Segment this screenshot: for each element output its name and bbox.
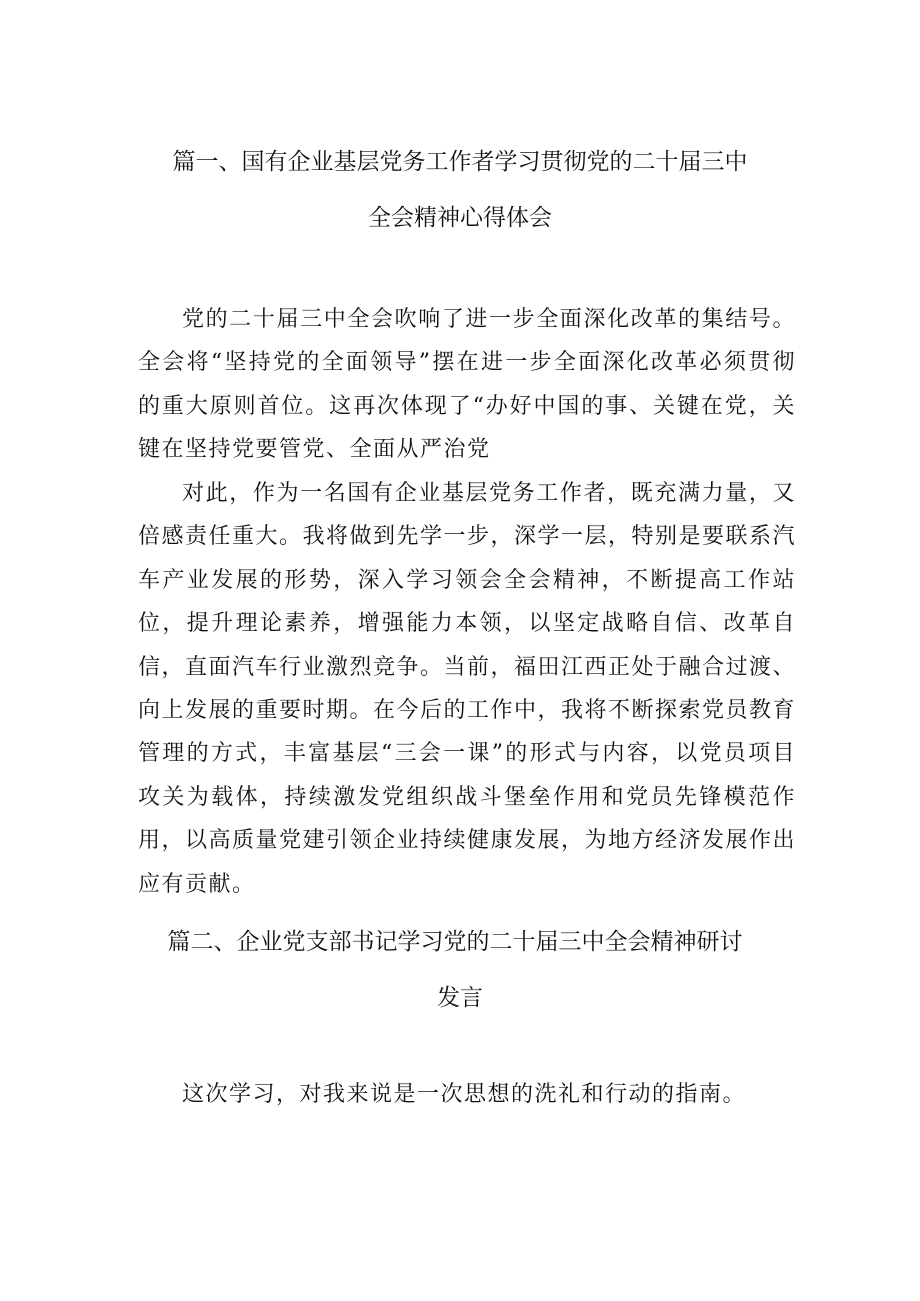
section-1-title <box>0 134 920 246</box>
section-2-title-line-2: 发言 <box>437 985 483 1011</box>
section-1-paragraph-1: 党的二十届三中全会吹响了进一步全面深化改革的集结号。全会将“坚持党的全面领导”摆在进一步全面深化改革必须贯彻的重大原则首位。这再次体现了“办好中国的事、关键在党，关键在坚持党要管党、全面从严治党 <box>138 307 796 463</box>
section-2-title-line-1: 篇二、企业党支部书记学习党的二十届三中全会精神研讨 <box>167 929 743 955</box>
section-2-title <box>0 914 920 1026</box>
section-1-title-line-1: 篇一、国有企业基层党务工作者学习贯彻党的二十届三中 <box>172 149 748 175</box>
section-1-title-line-2: 全会精神心得体会 <box>368 205 552 231</box>
section-2-paragraph-1: 这次学习，对我来说是一次思想的洗礼和行动的指南。 <box>182 1082 747 1107</box>
section-1-paragraph-2: 对此，作为一名国有企业基层党务工作者，既充满力量，又倍感责任重大。我将做到先学一步，深学一层，特别是要联系汽车产业发展的形势，深入学习领会全会精神，不断提高工作站位，提升理论素养，增强能力本领，以坚定战略自信、改革自信，直面汽车行业激烈竞争。当前，福田江西正处于融合过渡、向上发展的重要时期。在今后的工作中，我将不断探索党员教育管理的方式，丰富基层“三会一课”的形式与内容，以党员项目攻关为载体，持续激发党组织战斗堡垒作用和党员先锋模范作用，以高质量党建引领企业持续健康发展，为地方经济发展作出应有贡献。 <box>138 481 797 897</box>
